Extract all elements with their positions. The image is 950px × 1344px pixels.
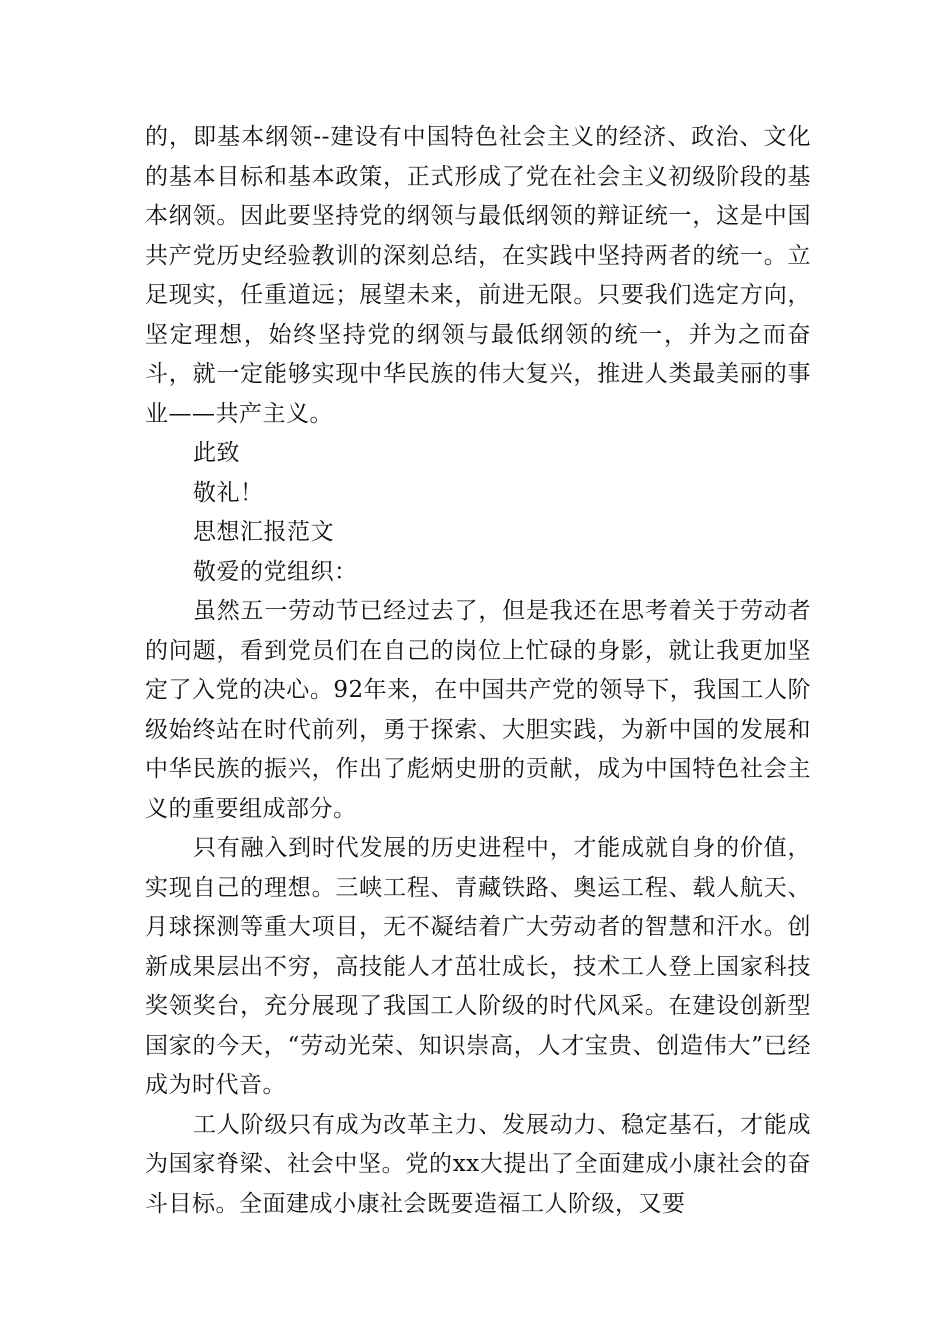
closing-regards: 敬礼！	[193, 479, 264, 506]
letter-greeting: 敬爱的党组织：	[193, 558, 358, 585]
paragraph-body: 虽然五一劳动节已经过去了，但是我还在思考着关于劳动者的问题，看到党员们在自己的岗位上忙碌的身影，就让我更加坚定了入党的决心。92年来，在中国共产党的领导下，我国工人阶级始终站在时代前列，勇于探索、大胆实践，为新中国的发展和中华民族的振兴，作出了彪炳史册的贡献，成为中国特色社会主义的重要组成部分。	[145, 598, 811, 822]
document-body	[145, 118, 811, 1224]
section-title: 思想汇报范文	[193, 519, 334, 545]
closing-salutation: 此致	[193, 440, 240, 466]
paragraph-continuation: 的，即基本纲领--建设有中国特色社会主义的经济、政治、文化的基本目标和基本政策，正式形成了党在社会主义初级阶段的基本纲领。因此要坚持党的纲领与最低纲领的辩证统一，这是中国共产党历史经验教训的深刻总结，在实践中坚持两者的统一。立足现实，任重道远；展望未来，前进无限。只要我们选定方向，坚定理想，始终坚持党的纲领与最低纲领的统一，并为之而奋斗，就一定能够实现中华民族的伟大复兴，推进人类最美丽的事业——共产主义。	[145, 124, 811, 427]
paragraph-body: 只有融入到时代发展的历史进程中，才能成就自身的价值，实现自己的理想。三峡工程、青藏铁路、奥运工程、载人航天、月球探测等重大项目，无不凝结着广大劳动者的智慧和汗水。创新成果层出不穷，高技能人才茁壮成长，技术工人登上国家科技奖领奖台，充分展现了我国工人阶级的时代风采。在建设创新型国家的今天，“劳动光荣、知识崇高，人才宝贵、创造伟大”已经成为时代音。	[145, 835, 811, 1098]
paragraph-body: 工人阶级只有成为改革主力、发展动力、稳定基石，才能成为国家脊梁、社会中坚。党的xx大提出了全面建成小康社会的奋斗目标。全面建成小康社会既要造福工人阶级，又要	[145, 1111, 811, 1217]
